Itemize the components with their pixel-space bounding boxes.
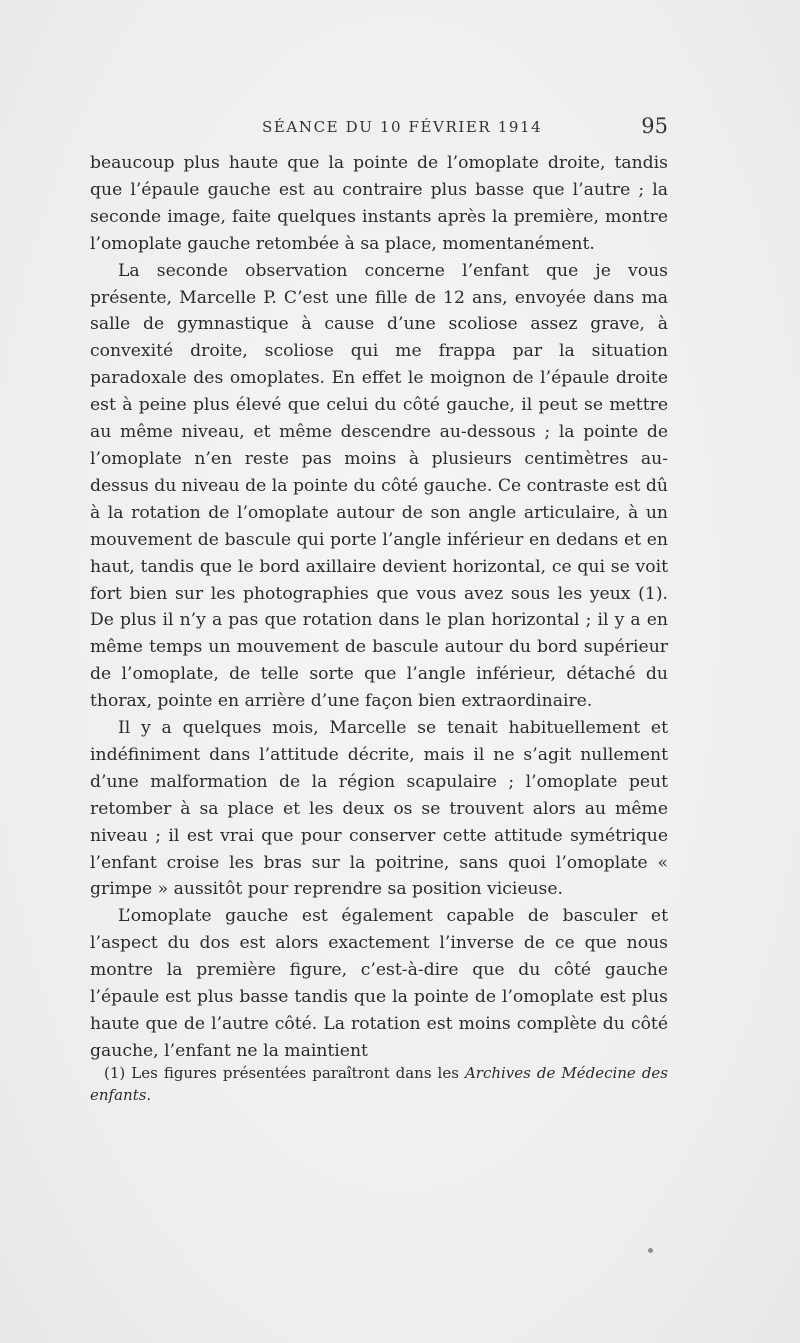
running-head: SÉANCE DU 10 FÉVRIER 1914 bbox=[262, 118, 543, 136]
page-header bbox=[90, 116, 668, 146]
paragraph-marcelle-attitude: Il y a quelques mois, Marcelle se tenait habituellement et indéfiniment dans l’attitude décrite, mais il ne s’agit nullement d’une malformation de la région scapulaire ; l’omoplate peut retomber à sa place et les deux os se trouvent alors au même niveau ; il est vrai que pour conserver cette attitude symétrique l’enfant croise les bras sur la poitrine, sans quoi l’omoplate « grimpe » aussitôt pour reprendre sa position vicieuse. bbox=[90, 718, 668, 900]
paragraph-left-scapula: L’omoplate gauche est également capable de basculer et l’aspect du dos est alors exactement l’inverse de ce que nous montre la première figure, c’est-à-dire que du côté gauche l’épaule est plus basse tandis que la pointe de l’omoplate est plus haute que de l’autre côté. La rotation est moins complète du côté gauche, l’enfant ne la maintient bbox=[90, 906, 668, 1061]
footnote-lead: (1) Les figures présentées paraîtront dans les bbox=[104, 1064, 465, 1082]
footnote-text bbox=[90, 1062, 668, 1106]
paragraph-second-observation: La seconde observation concerne l’enfant que je vous présente, Marcelle P. C’est une fille de 12 ans, envoyée dans ma salle de gymnastique à cause d’une scoliose assez grave, à convexité droite, scoliose qui me frappa par la situation paradoxale des omoplates. En effet le moignon de l’épaule droite est à peine plus élevé que celui du côté gauche, il peut se mettre au même niveau, et même descendre au-dessous ; la pointe de l’omoplate n’en reste pas moins à plusieurs centimètres au-dessus du niveau de la pointe du côté gauche. Ce contraste est dû à la rotation de l’omoplate autour de son angle articulaire, à un mouvement de bascule qui porte l’angle inférieur en dedans et en haut, tandis que le bord axillaire devient horizontal, ce qui se voit fort bien sur les photographies que vous avez sous les yeux (1). De plus il n’y a pas que rotation dans le plan horizontal ; il y a en même temps un mouvement de bascule autour du bord supérieur de l’omoplate, de telle sorte que l’angle inférieur, détaché du thorax, pointe en arrière d’une façon bien extraordinaire. bbox=[90, 260, 668, 712]
footnote-end: . bbox=[146, 1086, 152, 1104]
ink-speck bbox=[648, 1248, 653, 1253]
page-number: 95 bbox=[641, 114, 668, 138]
footnote-journal-title: Archives de Médecine des enfants bbox=[90, 1064, 669, 1104]
body-text bbox=[90, 150, 668, 1065]
footnote bbox=[90, 1062, 668, 1106]
paragraph-continued: beaucoup plus haute que la pointe de l’omoplate droite, tandis que l’épaule gauche est au contraire plus basse que l’autre ; la seconde image, faite quelques instants après la première, montre l’omoplate gauche retombée à sa place, momentanément. bbox=[90, 153, 668, 254]
